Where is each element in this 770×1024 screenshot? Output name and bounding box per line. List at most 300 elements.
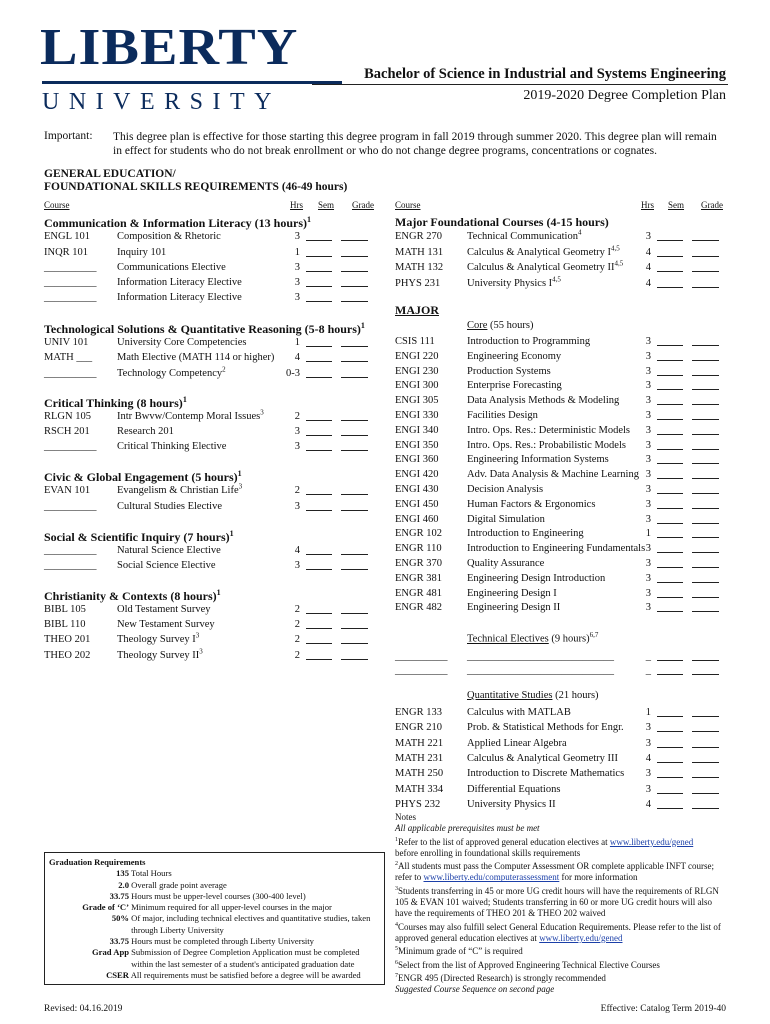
grade-blank[interactable] <box>341 230 368 241</box>
course-name <box>467 261 623 275</box>
grad-value: All requirements must be satisfied before a degree will be awarded <box>130 969 361 980</box>
section-title: Critical Thinking (8 hours) <box>44 396 183 410</box>
semester-blank[interactable] <box>306 633 332 644</box>
course-name-text: Calculus with MATLAB <box>467 707 571 718</box>
course-name <box>117 410 264 424</box>
course-code: UNIV 101 <box>44 337 89 348</box>
course-name <box>467 601 560 615</box>
course-code: __________ <box>44 545 97 556</box>
semester-blank[interactable] <box>657 587 683 598</box>
semester-blank[interactable] <box>657 513 683 524</box>
course-hours: 3 <box>645 484 651 495</box>
grade-blank[interactable] <box>341 261 368 272</box>
course-row <box>395 453 735 467</box>
course-name <box>467 798 556 812</box>
semester-blank[interactable] <box>657 439 683 450</box>
course-row <box>44 649 384 663</box>
grade-blank[interactable] <box>692 379 719 390</box>
course-code: INQR 101 <box>44 247 89 258</box>
course-code: ENGR 133 <box>395 707 442 718</box>
semester-blank[interactable] <box>657 483 683 494</box>
course-code: __________ <box>44 262 97 273</box>
semester-blank[interactable] <box>657 527 683 538</box>
grad-key: 50% <box>111 913 129 924</box>
semester-blank[interactable] <box>657 246 683 257</box>
course-row <box>395 468 735 482</box>
section-footnote: 1 <box>237 469 242 478</box>
semester-blank[interactable] <box>657 277 683 288</box>
course-name <box>467 721 624 735</box>
course-hours: 4 <box>645 752 651 764</box>
section-footnote: 1 <box>360 321 365 330</box>
right-header-sem: Sem <box>668 200 685 210</box>
grade-blank[interactable] <box>341 559 368 570</box>
course-code: ENGR 210 <box>395 722 442 734</box>
grade-blank[interactable] <box>692 752 719 763</box>
grade-blank[interactable] <box>692 277 719 288</box>
grad-value: Minimum required for all upper-level courses in the major <box>131 902 332 913</box>
course-hours: 3 <box>294 560 300 571</box>
grade-blank[interactable] <box>692 261 719 272</box>
grade-blank[interactable] <box>692 468 719 479</box>
course-code: ENGI 450 <box>395 498 439 510</box>
semester-blank[interactable] <box>657 261 683 272</box>
course-name-text: Information Literacy Elective <box>117 292 242 303</box>
course-row <box>44 425 384 439</box>
course-name-text: Engineering Design I <box>467 587 557 599</box>
course-row <box>395 527 735 541</box>
course-row <box>395 752 735 766</box>
semester-blank[interactable] <box>657 706 683 717</box>
course-name-text: Enterprise Forecasting <box>467 380 562 392</box>
gen-ed-heading <box>44 168 347 194</box>
semester-blank[interactable] <box>306 618 332 629</box>
course-name <box>467 650 614 664</box>
grade-blank[interactable] <box>341 410 368 421</box>
course-name-text: Facilities Design <box>467 410 538 421</box>
course-code: ENGR 102 <box>395 528 442 540</box>
grad-row <box>49 947 380 958</box>
course-name-text: Theology Survey I <box>117 634 196 645</box>
course-hours: 1 <box>645 707 651 718</box>
course-name <box>467 737 567 751</box>
course-code: ENGR 370 <box>395 558 442 569</box>
semester-blank[interactable] <box>657 557 683 568</box>
course-row <box>44 336 384 350</box>
tech-heading <box>467 631 598 645</box>
section-title: Technological Solutions & Quantitative Reasoning (5-8 hours) <box>44 322 361 336</box>
semester-blank[interactable] <box>657 767 683 778</box>
course-code: ENGI 360 <box>395 454 439 466</box>
semester-blank[interactable] <box>657 468 683 479</box>
course-name <box>117 618 215 632</box>
right-header-grade: Grade <box>701 200 723 210</box>
semester-blank[interactable] <box>306 410 332 421</box>
course-row <box>395 587 735 601</box>
course-row <box>44 351 384 365</box>
course-hours: 3 <box>294 292 300 303</box>
course-row <box>395 409 735 423</box>
course-name-text: Production Systems <box>467 365 551 377</box>
semester-blank[interactable] <box>306 544 332 555</box>
left-header-sem: Sem <box>318 200 335 210</box>
semester-blank[interactable] <box>306 246 332 257</box>
grad-value: Of major, including technical electives and quantitative studies, taken <box>131 913 371 924</box>
course-row <box>395 601 735 615</box>
course-row <box>395 498 735 512</box>
semester-blank[interactable] <box>657 335 683 346</box>
semester-blank[interactable] <box>657 394 683 405</box>
course-name <box>117 351 274 365</box>
course-name <box>467 230 581 244</box>
course-hours: 3 <box>645 350 651 362</box>
course-code: MATH 131 <box>395 247 444 258</box>
semester-blank[interactable] <box>306 336 332 347</box>
left-header-course: Course <box>44 200 70 210</box>
semester-blank[interactable] <box>306 230 332 241</box>
semester-blank[interactable] <box>657 542 683 553</box>
course-name <box>467 350 561 364</box>
grade-blank[interactable] <box>341 246 368 257</box>
grad-list <box>49 868 380 981</box>
semester-blank[interactable] <box>306 425 332 436</box>
grade-blank[interactable] <box>692 572 719 583</box>
course-name <box>467 572 605 586</box>
section-footnote: 1 <box>229 529 234 538</box>
course-row <box>44 633 384 647</box>
grade-blank[interactable] <box>692 587 719 598</box>
grade-blank[interactable] <box>692 664 719 675</box>
course-name <box>117 230 221 244</box>
course-code: MATH 334 <box>395 783 444 795</box>
course-row <box>395 424 735 438</box>
grade-blank[interactable] <box>341 500 368 511</box>
note-7: $^7$ENGR 495 (Directed Research) is strongly recommended <box>395 972 606 983</box>
semester-blank[interactable] <box>657 721 683 732</box>
semester-blank[interactable] <box>306 603 332 614</box>
course-code: MATH 132 <box>395 262 444 273</box>
semester-blank[interactable] <box>657 424 683 435</box>
left-header-grade: Grade <box>352 200 374 210</box>
quant-heading <box>467 690 599 701</box>
course-code: __________ <box>395 651 448 662</box>
grad-key: Grad App <box>91 947 129 958</box>
section-heading <box>44 215 311 231</box>
course-code: ENGR 110 <box>395 543 442 555</box>
course-name-text: Applied Linear Algebra <box>467 737 567 749</box>
course-row <box>395 483 735 497</box>
course-name-text: Math Elective (MATH 114 or higher) <box>117 352 275 363</box>
course-name <box>117 559 216 573</box>
grade-blank[interactable] <box>692 365 719 376</box>
semester-blank[interactable] <box>306 484 332 495</box>
right-header-hrs: Hrs <box>641 200 654 210</box>
course-hours: 2 <box>294 634 300 645</box>
course-row <box>44 230 384 244</box>
semester-blank[interactable] <box>306 367 332 378</box>
course-name <box>117 367 226 381</box>
grade-blank[interactable] <box>692 557 719 568</box>
course-code: ENGR 482 <box>395 602 442 614</box>
grade-blank[interactable] <box>341 276 368 287</box>
course-name-text: Calculus & Analytical Geometry I <box>467 247 612 258</box>
course-row <box>44 559 384 573</box>
grade-blank[interactable] <box>341 367 368 378</box>
course-name-text: Digital Simulation <box>467 513 545 525</box>
grade-blank[interactable] <box>341 649 368 660</box>
course-name-text: Old Testament Survey <box>117 604 211 615</box>
course-name <box>467 379 562 393</box>
course-row <box>395 798 735 812</box>
semester-blank[interactable] <box>306 559 332 570</box>
grade-blank[interactable] <box>341 603 368 614</box>
course-hours: 3 <box>645 783 651 795</box>
course-name <box>117 484 242 498</box>
grade-blank[interactable] <box>341 484 368 495</box>
grade-blank[interactable] <box>692 246 719 257</box>
semester-blank[interactable] <box>657 737 683 748</box>
course-code: __________ <box>44 292 97 303</box>
course-name-text: Intro. Ops. Res.: Probabilistic Models <box>467 439 626 451</box>
course-footnote: 3 <box>238 482 243 491</box>
course-code: __________ <box>44 501 97 512</box>
course-row <box>395 246 735 260</box>
grade-blank[interactable] <box>692 483 719 494</box>
course-code: RLGN 105 <box>44 411 91 422</box>
semester-blank[interactable] <box>306 351 332 362</box>
grade-blank[interactable] <box>341 351 368 362</box>
course-footnote: 3 <box>199 647 203 656</box>
right-header-course: Course <box>395 200 421 210</box>
course-hours: 3 <box>645 336 651 347</box>
grade-blank[interactable] <box>692 409 719 420</box>
grade-blank[interactable] <box>692 706 719 717</box>
course-code: PHYS 232 <box>395 798 441 810</box>
semester-blank[interactable] <box>306 276 332 287</box>
grade-blank[interactable] <box>692 783 719 794</box>
course-hours: 3 <box>645 587 651 599</box>
course-name <box>117 425 174 439</box>
semester-blank[interactable] <box>306 261 332 272</box>
semester-blank[interactable] <box>306 649 332 660</box>
grade-blank[interactable] <box>692 230 719 241</box>
grade-blank[interactable] <box>692 424 719 435</box>
semester-blank[interactable] <box>657 453 683 464</box>
course-row <box>395 379 735 393</box>
gened-link[interactable]: www.liberty.edu/gened <box>609 836 694 847</box>
course-name-text: Intro. Ops. Res.: Deterministic Models <box>467 424 631 436</box>
grade-blank[interactable] <box>692 394 719 405</box>
course-row <box>395 783 735 797</box>
course-name-text: ____________________________ <box>467 651 614 662</box>
notes-outro: Suggested Course Sequence on second page <box>395 984 555 995</box>
grad-value: Overall grade point average <box>131 879 227 890</box>
course-name-text: Engineering Information Systems <box>467 454 609 466</box>
computer-assessment-link[interactable]: www.liberty.edu/computerassessment <box>423 872 560 883</box>
grade-blank[interactable] <box>692 527 719 538</box>
course-name <box>467 453 609 467</box>
gened-link-2[interactable]: www.liberty.edu/gened <box>539 932 623 943</box>
semester-blank[interactable] <box>657 798 683 809</box>
semester-blank[interactable] <box>306 440 332 451</box>
grade-blank[interactable] <box>692 601 719 612</box>
course-row <box>44 367 384 381</box>
semester-blank[interactable] <box>306 291 332 302</box>
semester-blank[interactable] <box>657 409 683 420</box>
semester-blank[interactable] <box>657 379 683 390</box>
page-subtitle: 2019-2020 Degree Completion Plan <box>523 88 726 103</box>
course-hours: 3 <box>645 498 651 510</box>
course-hours: 3 <box>294 426 300 437</box>
course-hours: 4 <box>645 262 651 273</box>
course-row <box>395 261 735 275</box>
course-hours: 2 <box>294 411 300 422</box>
course-code: ENGI 350 <box>395 439 439 451</box>
grade-blank[interactable] <box>692 721 719 732</box>
course-hours: _ <box>645 665 651 676</box>
course-footnote: 4 <box>577 228 582 237</box>
course-code: MATH ___ <box>44 352 93 363</box>
course-footnote: 3 <box>195 631 200 640</box>
grad-row <box>49 891 380 902</box>
grad-key: 135 <box>116 868 129 879</box>
grade-blank[interactable] <box>341 336 368 347</box>
grade-blank[interactable] <box>692 542 719 553</box>
course-hours: 0-3 <box>286 368 300 379</box>
grade-blank[interactable] <box>692 498 719 509</box>
course-row <box>44 246 384 260</box>
course-name-text: Introduction to Engineering Fundamentals <box>467 543 646 555</box>
course-code: CSIS 111 <box>395 336 435 347</box>
section-heading <box>44 529 234 545</box>
important-text: This degree plan is effective for those starting this degree program in fall 2019 through summer 2020. This degree plan will remain in effect for students who do not break enrollment or who do not change degree programs, concentrations or cognates. <box>113 131 717 157</box>
grade-blank[interactable] <box>692 737 719 748</box>
grade-blank[interactable] <box>692 767 719 778</box>
course-row <box>395 721 735 735</box>
course-code: __________ <box>44 441 97 452</box>
course-name <box>467 587 557 601</box>
semester-blank[interactable] <box>657 601 683 612</box>
grad-row <box>49 959 380 970</box>
course-name-text: Prob. & Statistical Methods for Engr. <box>467 722 624 734</box>
course-row <box>44 603 384 617</box>
course-name <box>467 527 584 541</box>
course-name <box>467 783 560 797</box>
left-header-hrs: Hrs <box>290 200 303 210</box>
course-hours: 3 <box>294 231 300 242</box>
note-3: $^3$Students transferring in 45 or more UG credit hours will have the requirements of RLGN 105 & EVAN 101 waived; Students transferring in 60 or more UG credit hours will also have the requirements of THEO 201 & THEO 202 waived <box>395 885 719 919</box>
course-footnote: 2 <box>222 365 226 374</box>
semester-blank[interactable] <box>657 650 683 661</box>
semester-blank[interactable] <box>657 350 683 361</box>
grade-blank[interactable] <box>692 453 719 464</box>
course-name <box>467 246 620 260</box>
course-code: ENGR 481 <box>395 587 442 599</box>
course-footnote: 4,5 <box>611 244 620 253</box>
semester-blank[interactable] <box>657 783 683 794</box>
course-hours: 4 <box>645 798 651 810</box>
course-hours: 3 <box>645 543 651 555</box>
semester-blank[interactable] <box>657 365 683 376</box>
course-name <box>467 767 624 781</box>
semester-blank[interactable] <box>306 500 332 511</box>
grade-blank[interactable] <box>341 440 368 451</box>
logo-divider <box>42 81 342 84</box>
grade-blank[interactable] <box>341 544 368 555</box>
grad-key: 33.75 <box>109 890 129 901</box>
note-1: $^1$Refer to the list of approved general education electives at www.liberty.edu/gened before enrolling in foundational skills requirements <box>395 836 694 858</box>
grad-row <box>49 970 380 981</box>
grade-blank[interactable] <box>692 650 719 661</box>
course-row <box>44 261 384 275</box>
course-code: EVAN 101 <box>44 485 91 496</box>
course-code: MATH 221 <box>395 737 444 749</box>
course-code: MATH 231 <box>395 752 444 764</box>
section-title: Civic & Global Engagement (5 hours) <box>44 470 238 484</box>
grad-title: Graduation Requirements <box>49 857 146 867</box>
course-row <box>44 484 384 498</box>
course-hours: 3 <box>294 262 300 273</box>
grade-blank[interactable] <box>341 425 368 436</box>
course-name <box>117 291 242 305</box>
course-hours: 3 <box>645 513 651 525</box>
course-hours: 1 <box>645 528 651 540</box>
grade-blank[interactable] <box>692 335 719 346</box>
grade-blank[interactable] <box>341 633 368 644</box>
course-code: ENGI 220 <box>395 350 439 362</box>
grade-blank[interactable] <box>341 618 368 629</box>
course-name <box>117 440 226 454</box>
course-name-text: Quality Assurance <box>467 558 545 569</box>
course-name-text: University Physics I <box>467 278 553 289</box>
note-4: $^4$Courses may also fulfill select General Education Requirements. Please refer to the list of approved general education electives at www.liberty.edu/gened <box>395 921 721 943</box>
note-6: $^6$Select from the list of Approved Engineering Technical Elective Courses <box>395 959 660 970</box>
course-code: ENGR 381 <box>395 572 442 584</box>
grade-blank[interactable] <box>692 350 719 361</box>
course-name <box>467 664 614 678</box>
grade-blank[interactable] <box>692 798 719 809</box>
section-heading <box>44 395 187 411</box>
semester-blank[interactable] <box>657 752 683 763</box>
semester-blank[interactable] <box>657 230 683 241</box>
course-name <box>467 394 619 408</box>
course-footnote: 4,5 <box>614 259 624 268</box>
grad-value: Total Hours <box>131 868 172 879</box>
university-logo-text: UNIVERSITY <box>42 89 281 115</box>
course-row <box>395 650 735 664</box>
course-row <box>44 410 384 424</box>
semester-blank[interactable] <box>657 572 683 583</box>
grade-blank[interactable] <box>692 439 719 450</box>
course-hours: 3 <box>645 410 651 421</box>
grade-blank[interactable] <box>341 291 368 302</box>
course-name <box>467 498 595 512</box>
course-hours: _ <box>645 651 651 662</box>
grad-value: Hours must be upper-level courses (300-400 level) <box>131 890 306 901</box>
semester-blank[interactable] <box>657 498 683 509</box>
notes-title: Notes <box>395 812 416 822</box>
grade-blank[interactable] <box>692 513 719 524</box>
course-name <box>467 706 571 720</box>
mfc-heading: Major Foundational Courses (4-15 hours) <box>395 215 609 229</box>
course-hours: 1 <box>294 337 300 348</box>
grad-row <box>49 880 380 891</box>
semester-blank[interactable] <box>657 664 683 675</box>
course-name-text: Cultural Studies Elective <box>117 501 222 512</box>
course-hours: 4 <box>294 545 300 556</box>
grad-row <box>49 913 380 924</box>
course-hours: 4 <box>645 278 651 289</box>
